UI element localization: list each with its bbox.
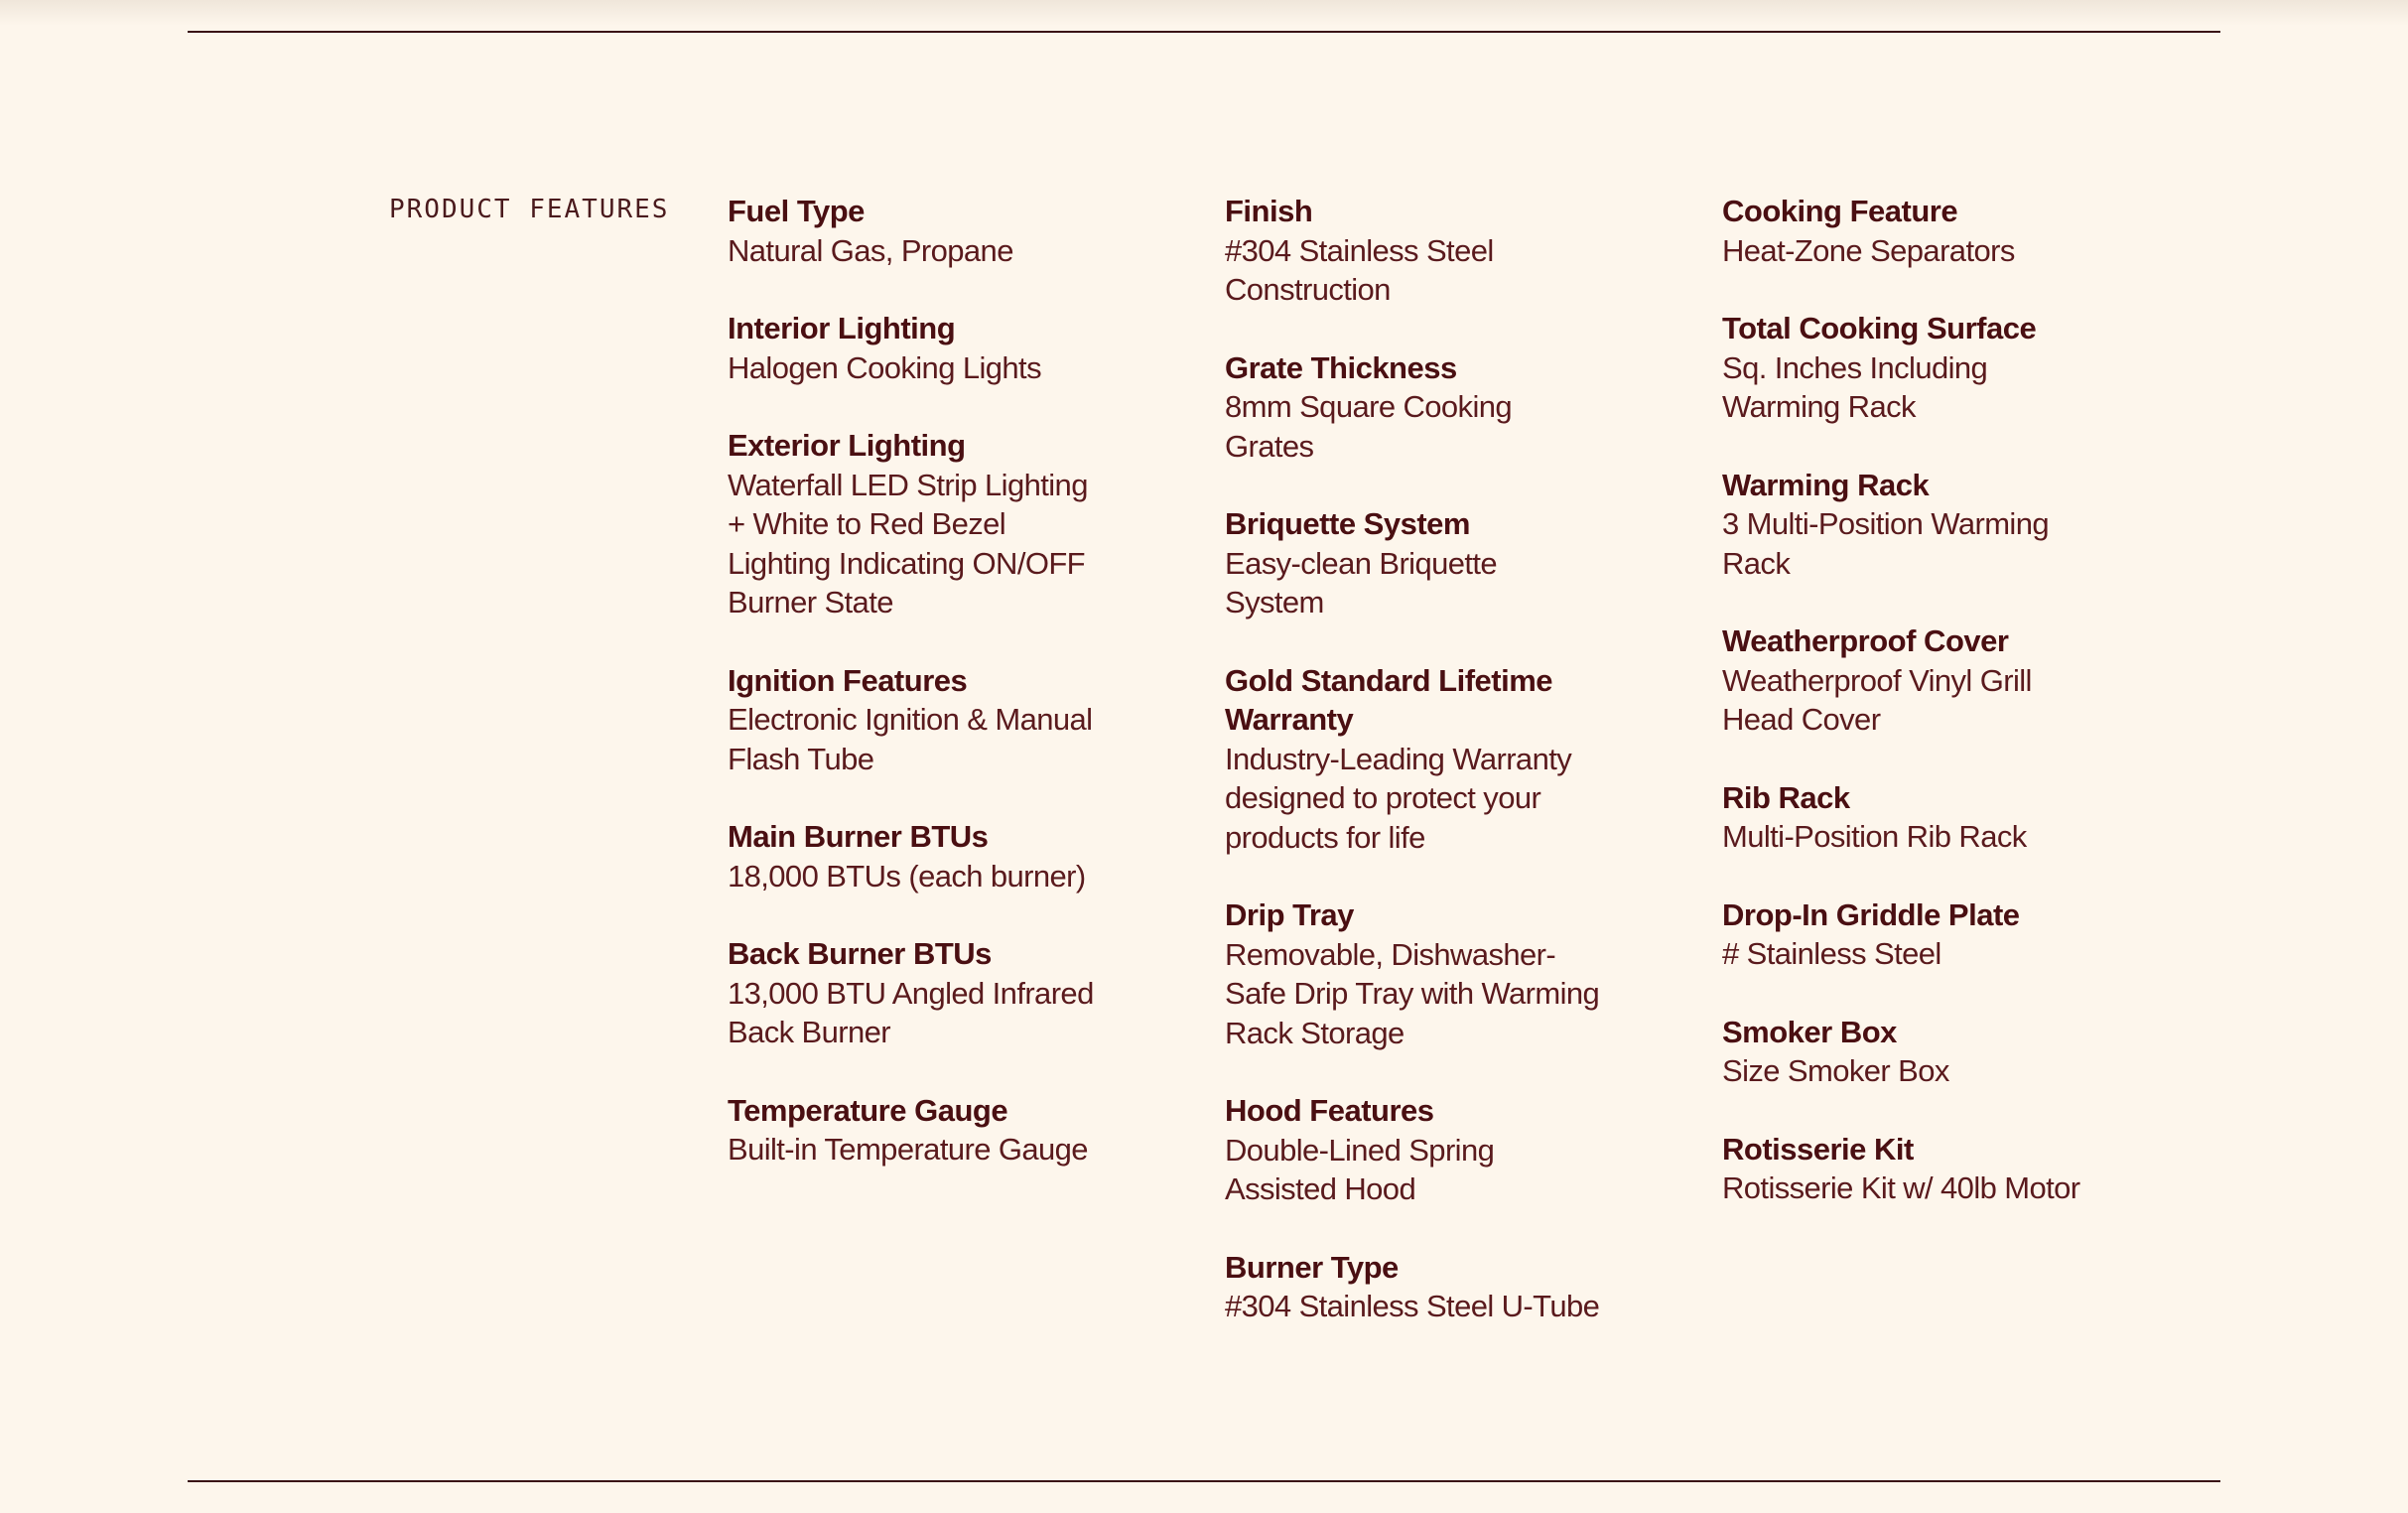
feature-value: 3 Multi-Position Warming Rack <box>1722 506 2049 581</box>
feature-item <box>1225 661 1622 858</box>
feature-title: Exterior Lighting <box>728 428 966 463</box>
feature-item <box>728 309 1125 387</box>
features-column-1 <box>728 192 1125 1208</box>
feature-item <box>1722 1130 2119 1208</box>
feature-value: 13,000 BTU Angled Infrared Back Burner <box>728 975 1094 1049</box>
feature-item <box>728 426 1125 622</box>
feature-item <box>1225 192 1622 310</box>
feature-item <box>1722 309 2119 427</box>
feature-value: Industry-Leading Warranty designed to protect your products for life <box>1225 741 1572 855</box>
feature-item <box>728 934 1125 1052</box>
feature-value: Double-Lined Spring Assisted Hood <box>1225 1132 1495 1206</box>
feature-value: Rotisserie Kit w/ 40lb Motor <box>1722 1170 2080 1205</box>
feature-item <box>728 1091 1125 1169</box>
feature-title: Drop-In Griddle Plate <box>1722 896 2020 932</box>
feature-value: 18,000 BTUs (each burner) <box>728 858 1086 894</box>
feature-value: 8mm Square Cooking Grates <box>1225 389 1513 464</box>
feature-title: Total Cooking Surface <box>1722 311 2037 345</box>
feature-value: Electronic Ignition & Manual Flash Tube <box>728 702 1093 776</box>
feature-title: Finish <box>1225 194 1313 228</box>
feature-item <box>728 192 1125 270</box>
feature-value: #304 Stainless Steel U-Tube <box>1225 1289 1600 1323</box>
feature-item <box>1225 348 1622 467</box>
feature-title: Smoker Box <box>1722 1014 1897 1049</box>
feature-value: Easy-clean Briquette System <box>1225 545 1498 619</box>
feature-title: Interior Lighting <box>728 311 956 345</box>
feature-title: Weatherproof Cover <box>1722 623 2009 658</box>
feature-title: Fuel Type <box>728 194 865 228</box>
feature-item <box>728 661 1125 779</box>
feature-title: Main Burner BTUs <box>728 819 989 854</box>
feature-item <box>1722 466 2119 584</box>
features-column-3 <box>1722 192 2119 1247</box>
feature-title: Rib Rack <box>1722 779 1850 815</box>
feature-value: Built-in Temperature Gauge <box>728 1132 1088 1167</box>
section-label: PRODUCT FEATURES <box>389 195 670 224</box>
feature-item <box>1722 621 2119 740</box>
feature-title: Burner Type <box>1225 1249 1399 1285</box>
feature-title: Drip Tray <box>1225 897 1354 932</box>
feature-value: Heat-Zone Separators <box>1722 232 2015 268</box>
feature-value: # Stainless Steel <box>1722 936 1941 971</box>
feature-item <box>728 817 1125 895</box>
feature-title: Cooking Feature <box>1722 194 1958 228</box>
features-column-2 <box>1225 192 1622 1365</box>
feature-value: Multi-Position Rib Rack <box>1722 819 2027 854</box>
feature-value: Halogen Cooking Lights <box>728 349 1041 385</box>
feature-item <box>1225 504 1622 622</box>
top-shadow <box>0 0 2408 26</box>
feature-item <box>1722 778 2119 857</box>
feature-title: Gold Standard Lifetime Warranty <box>1225 662 1553 737</box>
feature-item <box>1225 1091 1622 1209</box>
feature-value: Removable, Dishwasher-Safe Drip Tray with Warming Rack Storage <box>1225 936 1600 1050</box>
feature-title: Ignition Features <box>728 662 968 698</box>
feature-title: Back Burner BTUs <box>728 936 992 971</box>
bottom-divider <box>188 1480 2220 1482</box>
feature-value: Weatherproof Vinyl Grill Head Cover <box>1722 662 2032 737</box>
feature-value: Waterfall LED Strip Lighting + White to Red Bezel Lighting Indicating ON/OFF Burner State <box>728 467 1088 619</box>
feature-title: Grate Thickness <box>1225 349 1457 385</box>
feature-title: Rotisserie Kit <box>1722 1131 1914 1167</box>
feature-value: #304 Stainless Steel Construction <box>1225 232 1494 307</box>
feature-item <box>1225 895 1622 1052</box>
feature-item <box>1722 192 2119 270</box>
feature-value: Sq. Inches Including Warming Rack <box>1722 349 1988 424</box>
feature-item <box>1722 1013 2119 1091</box>
feature-item <box>1225 1248 1622 1326</box>
feature-title: Hood Features <box>1225 1093 1434 1128</box>
feature-value: Natural Gas, Propane <box>728 232 1013 268</box>
feature-title: Warming Rack <box>1722 467 1930 502</box>
feature-title: Briquette System <box>1225 506 1470 541</box>
feature-title: Temperature Gauge <box>728 1092 1008 1128</box>
feature-item <box>1722 895 2119 974</box>
top-divider <box>188 31 2220 33</box>
feature-value: Size Smoker Box <box>1722 1053 1949 1088</box>
